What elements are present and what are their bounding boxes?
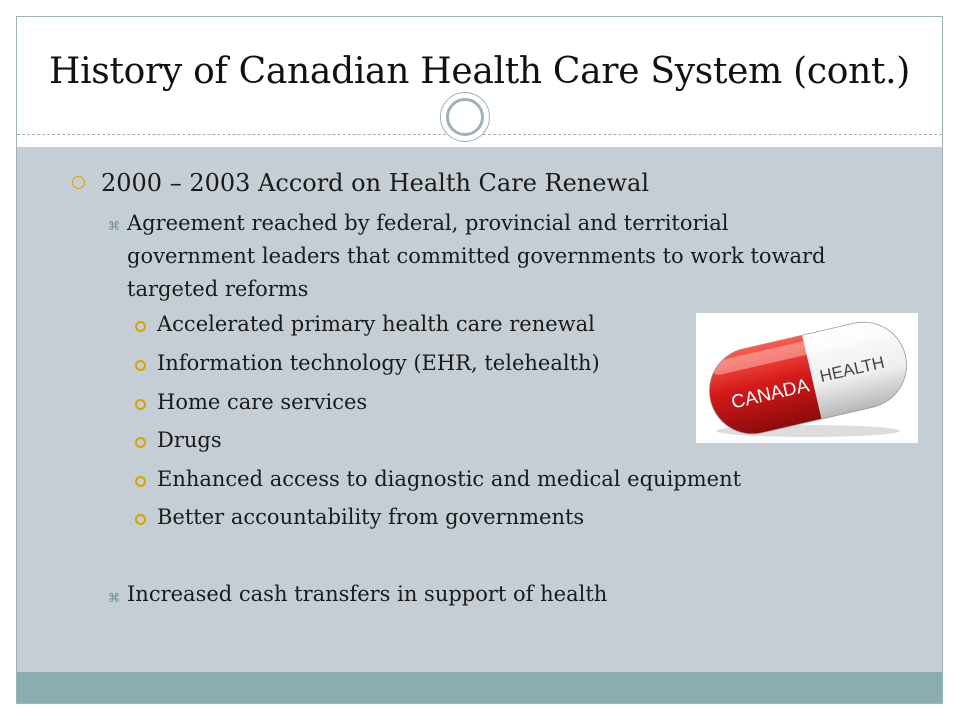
reform-item: Better accountability from governments	[157, 505, 585, 529]
agreement-line-3: targeted reforms	[127, 277, 309, 301]
bullet-x-icon: ⌘	[108, 591, 120, 605]
divider-ring-icon	[440, 92, 490, 142]
bullet-ring-icon	[135, 476, 146, 487]
bottom-bar	[17, 672, 942, 703]
agreement-line-2: government leaders that committed governments to work toward	[127, 244, 826, 268]
reform-item: Drugs	[157, 428, 222, 452]
reform-item: Information technology (EHR, telehealth)	[157, 351, 600, 375]
bullet-accord: 2000 – 2003 Accord on Health Care Renewal	[101, 169, 649, 197]
bullet-ring-icon	[135, 437, 146, 448]
sub-bullet-agreement	[127, 207, 826, 306]
slide-title: History of Canadian Health Care System (cont.)	[48, 51, 911, 92]
bullet-ring-icon	[135, 360, 146, 371]
pill-right-label: HEALTH	[817, 352, 887, 387]
reform-item: Enhanced access to diagnostic and medical equipment	[157, 467, 742, 491]
bullet-ring-icon	[135, 514, 146, 525]
reform-item: Accelerated primary health care renewal	[157, 312, 595, 336]
canada-health-pill-image	[696, 313, 918, 443]
bullet-circle-icon	[72, 176, 85, 189]
bullet-ring-icon	[135, 399, 146, 410]
agreement-line-1: Agreement reached by federal, provincial and territorial	[127, 211, 729, 235]
pill-icon	[696, 313, 918, 443]
bullet-ring-icon	[135, 321, 146, 332]
sub-bullet-cash-transfers: Increased cash transfers in support of health	[127, 582, 608, 606]
pill-left-label: CANADA	[729, 375, 812, 414]
reform-item: Home care services	[157, 390, 368, 414]
bullet-x-icon: ⌘	[108, 219, 120, 233]
divider-ring-inner	[446, 98, 484, 136]
